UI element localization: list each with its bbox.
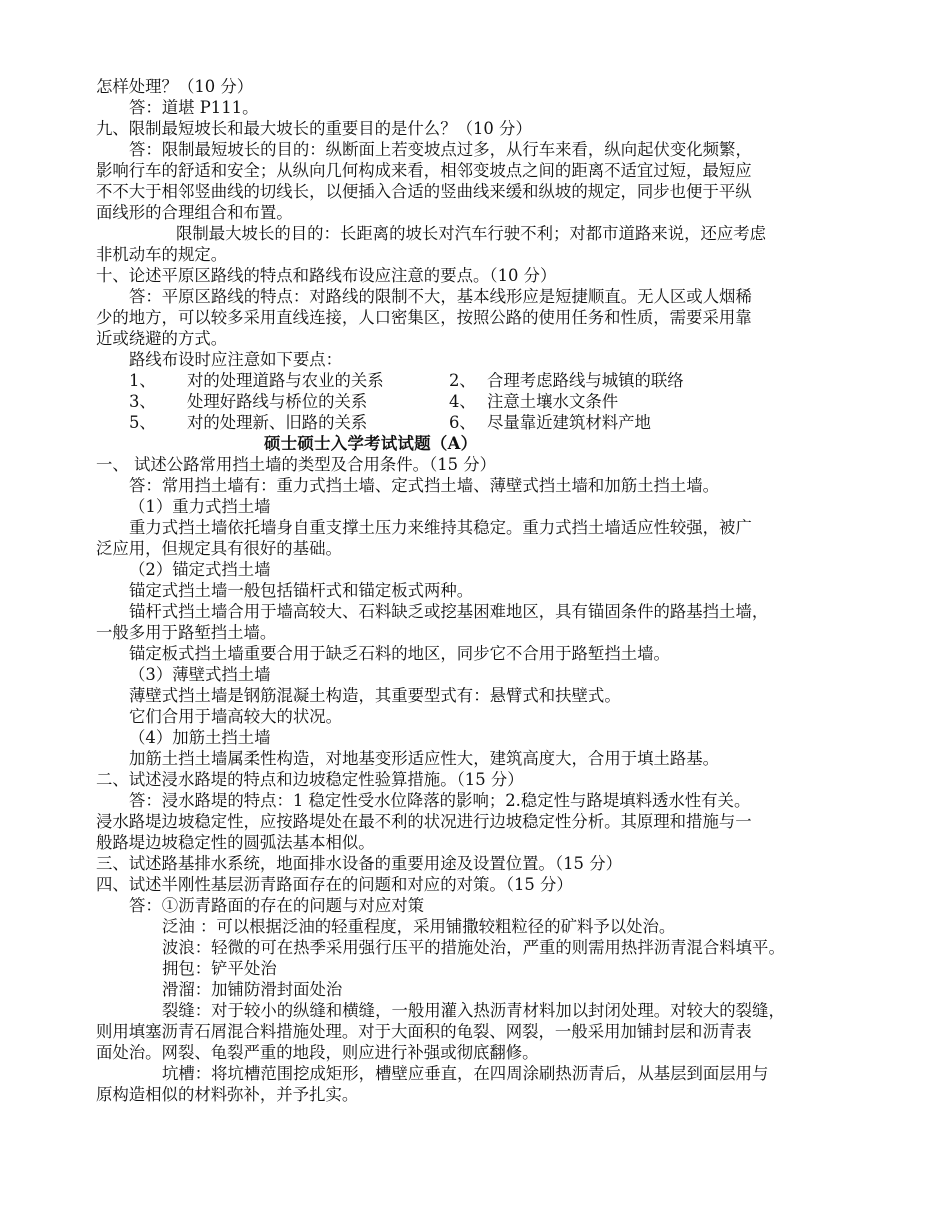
key-points-row — [96, 412, 876, 433]
point-text: 尽量靠近建筑材料产地 — [487, 413, 651, 432]
text-line: 锚定板式挡土墙重要合用于缺乏石料的地区，同步它不合用于路堑挡土墙。 — [129, 644, 670, 663]
answer-line: 答：①沥青路面的存在的问题与对应对策 — [129, 896, 425, 915]
sub-heading: （2）锚定式挡土墙 — [129, 560, 271, 579]
exam-title: 硕士硕士入学考试试题（A） — [264, 434, 478, 453]
text-line: 影响行车的舒适和安全；从纵向几何构成来看，相邻变坡点之间的距离不适宜过短，最短应 — [96, 161, 752, 180]
text-line: 锚定式挡土墙一般包括锚杆式和锚定板式两种。 — [129, 581, 474, 600]
sub-heading: （1）重力式挡土墙 — [129, 497, 271, 516]
text-line: 拥包：铲平处治 — [162, 959, 277, 978]
text-line: 般路堤边坡稳定性的圆弧法基本相似。 — [96, 833, 375, 852]
text-line: 波浪：轻微的可在热季采用强行压平的措施处治，严重的则需用热拌沥青混合料填平。 — [162, 938, 785, 957]
question-heading: 九、限制最短坡长和最大坡长的重要目的是什么？（10 分） — [96, 119, 532, 138]
key-points-list — [96, 370, 876, 433]
text-line: 裂缝：对于较小的纵缝和横缝，一般用灌入热沥青材料加以封闭处理。对较大的裂缝， — [162, 1001, 785, 1020]
text-line: 泛油 ：可以根据泛油的轻重程度，采用铺撒较粗粒径的矿料予以处治。 — [162, 917, 676, 936]
text-line: 少的地方，可以较多采用直线连接，人口密集区，按照公路的使用任务和性质，需要采用靠 — [96, 308, 752, 327]
text-line: 它们合用于墙高较大的状况。 — [129, 707, 343, 726]
point-number: 2、 — [449, 371, 476, 390]
question-heading: 三、试述路基排水系统，地面排水设备的重要用途及设置位置。（15 分） — [96, 854, 622, 873]
question-heading: 四、试述半刚性基层沥青路面存在的问题和对应的对策。（15 分） — [96, 875, 573, 894]
sub-heading: （4）加筋土挡土墙 — [129, 728, 271, 747]
question-heading: 一、 试述公路常用挡土墙的类型及合用条件。（15 分） — [96, 455, 497, 474]
point-number: 4、 — [449, 392, 476, 411]
text-line: 泛应用，但规定具有很好的基础。 — [96, 539, 342, 558]
text-line: 锚杆式挡土墙合用于墙高较大、石料缺乏或挖基困难地区，具有锚固条件的路基挡土墙， — [129, 602, 769, 621]
key-points-row — [96, 391, 876, 412]
text-line: 一般多用于路堑挡土墙。 — [96, 623, 277, 642]
text-line: 面处治。网裂、龟裂严重的地段，则应进行补强或彻底翻修。 — [96, 1043, 539, 1062]
sub-heading: （3）薄壁式挡土墙 — [129, 665, 271, 684]
key-points-row — [96, 370, 876, 391]
answer-line: 答：平原区路线的特点：对路线的限制不大，基本线形应是短捷顺直。无人区或人烟稀 — [129, 287, 752, 306]
text-line: 非机动车的规定。 — [96, 245, 228, 264]
text-line: 近或绕避的方式。 — [96, 329, 228, 348]
point-text: 对的处理新、旧路的关系 — [187, 413, 368, 432]
point-number: 3、 — [129, 392, 156, 411]
point-text: 合理考虑路线与城镇的联络 — [487, 371, 684, 390]
answer-line: 答：限制最短坡长的目的：纵断面上若变坡点过多，从行车来看，纵向起伏变化频繁， — [129, 140, 752, 159]
point-text: 处理好路线与桥位的关系 — [187, 392, 368, 411]
question-heading: 十、论述平原区路线的特点和路线布设应注意的要点。（10 分） — [96, 266, 557, 285]
text-line: 路线布设时应注意如下要点： — [129, 350, 343, 369]
point-number: 6、 — [449, 413, 476, 432]
text-line: 加筋土挡土墙属柔性构造，对地基变形适应性大，建筑高度大，合用于填土路基。 — [129, 749, 720, 768]
point-text: 对的处理道路与农业的关系 — [187, 371, 384, 390]
text-line: 坑槽：将坑槽范围挖成矩形，槽壁应垂直，在四周涂刷热沥青后，从基层到面层用与 — [162, 1064, 769, 1083]
point-number: 5、 — [129, 413, 156, 432]
text-line: 浸水路堤边坡稳定性，应按路堤处在最不利的状况进行边坡稳定性分析。其原理和措施与一 — [96, 812, 752, 831]
document-page — [96, 76, 876, 1105]
text-line: 滑溜：加铺防滑封面处治 — [162, 980, 343, 999]
text-line: 限制最大坡长的目的：长距离的坡长对汽车行驶不利；对都市道路来说，还应考虑 — [176, 224, 767, 243]
text-line: 则用填塞沥青石屑混合料措施处理。对于大面积的龟裂、网裂，一般采用加铺封层和沥青表 — [96, 1022, 752, 1041]
text-line: 重力式挡土墙依托墙身自重支撑土压力来维持其稳定。重力式挡土墙适应性较强，被广 — [129, 518, 752, 537]
point-text: 注意土壤水文条件 — [487, 392, 619, 411]
point-number: 1、 — [129, 371, 156, 390]
text-line: 面线形的合理组合和布置。 — [96, 203, 293, 222]
text-line: 不不大于相邻竖曲线的切线长，以便插入合适的竖曲线来缓和纵坡的规定，同步也便于平纵 — [96, 182, 752, 201]
question-heading: 二、试述浸水路堤的特点和边坡稳定性验算措施。（15 分） — [96, 770, 524, 789]
answer-line: 答：道堪 P111。 — [129, 98, 259, 117]
answer-line: 答：浸水路堤的特点：1 稳定性受水位降落的影响；2.稳定性与路堤填料透水性有关。 — [129, 791, 751, 810]
text-line: 薄壁式挡土墙是钢筋混凝土构造，其重要型式有：悬臂式和扶壁式。 — [129, 686, 621, 705]
text-line: 原构造相似的材料弥补，并予扎实。 — [96, 1085, 359, 1104]
text-line: 怎样处理？（10 分） — [96, 77, 254, 96]
answer-line: 答：常用挡土墙有：重力式挡土墙、定式挡土墙、薄壁式挡土墙和加筋土挡土墙。 — [129, 476, 720, 495]
